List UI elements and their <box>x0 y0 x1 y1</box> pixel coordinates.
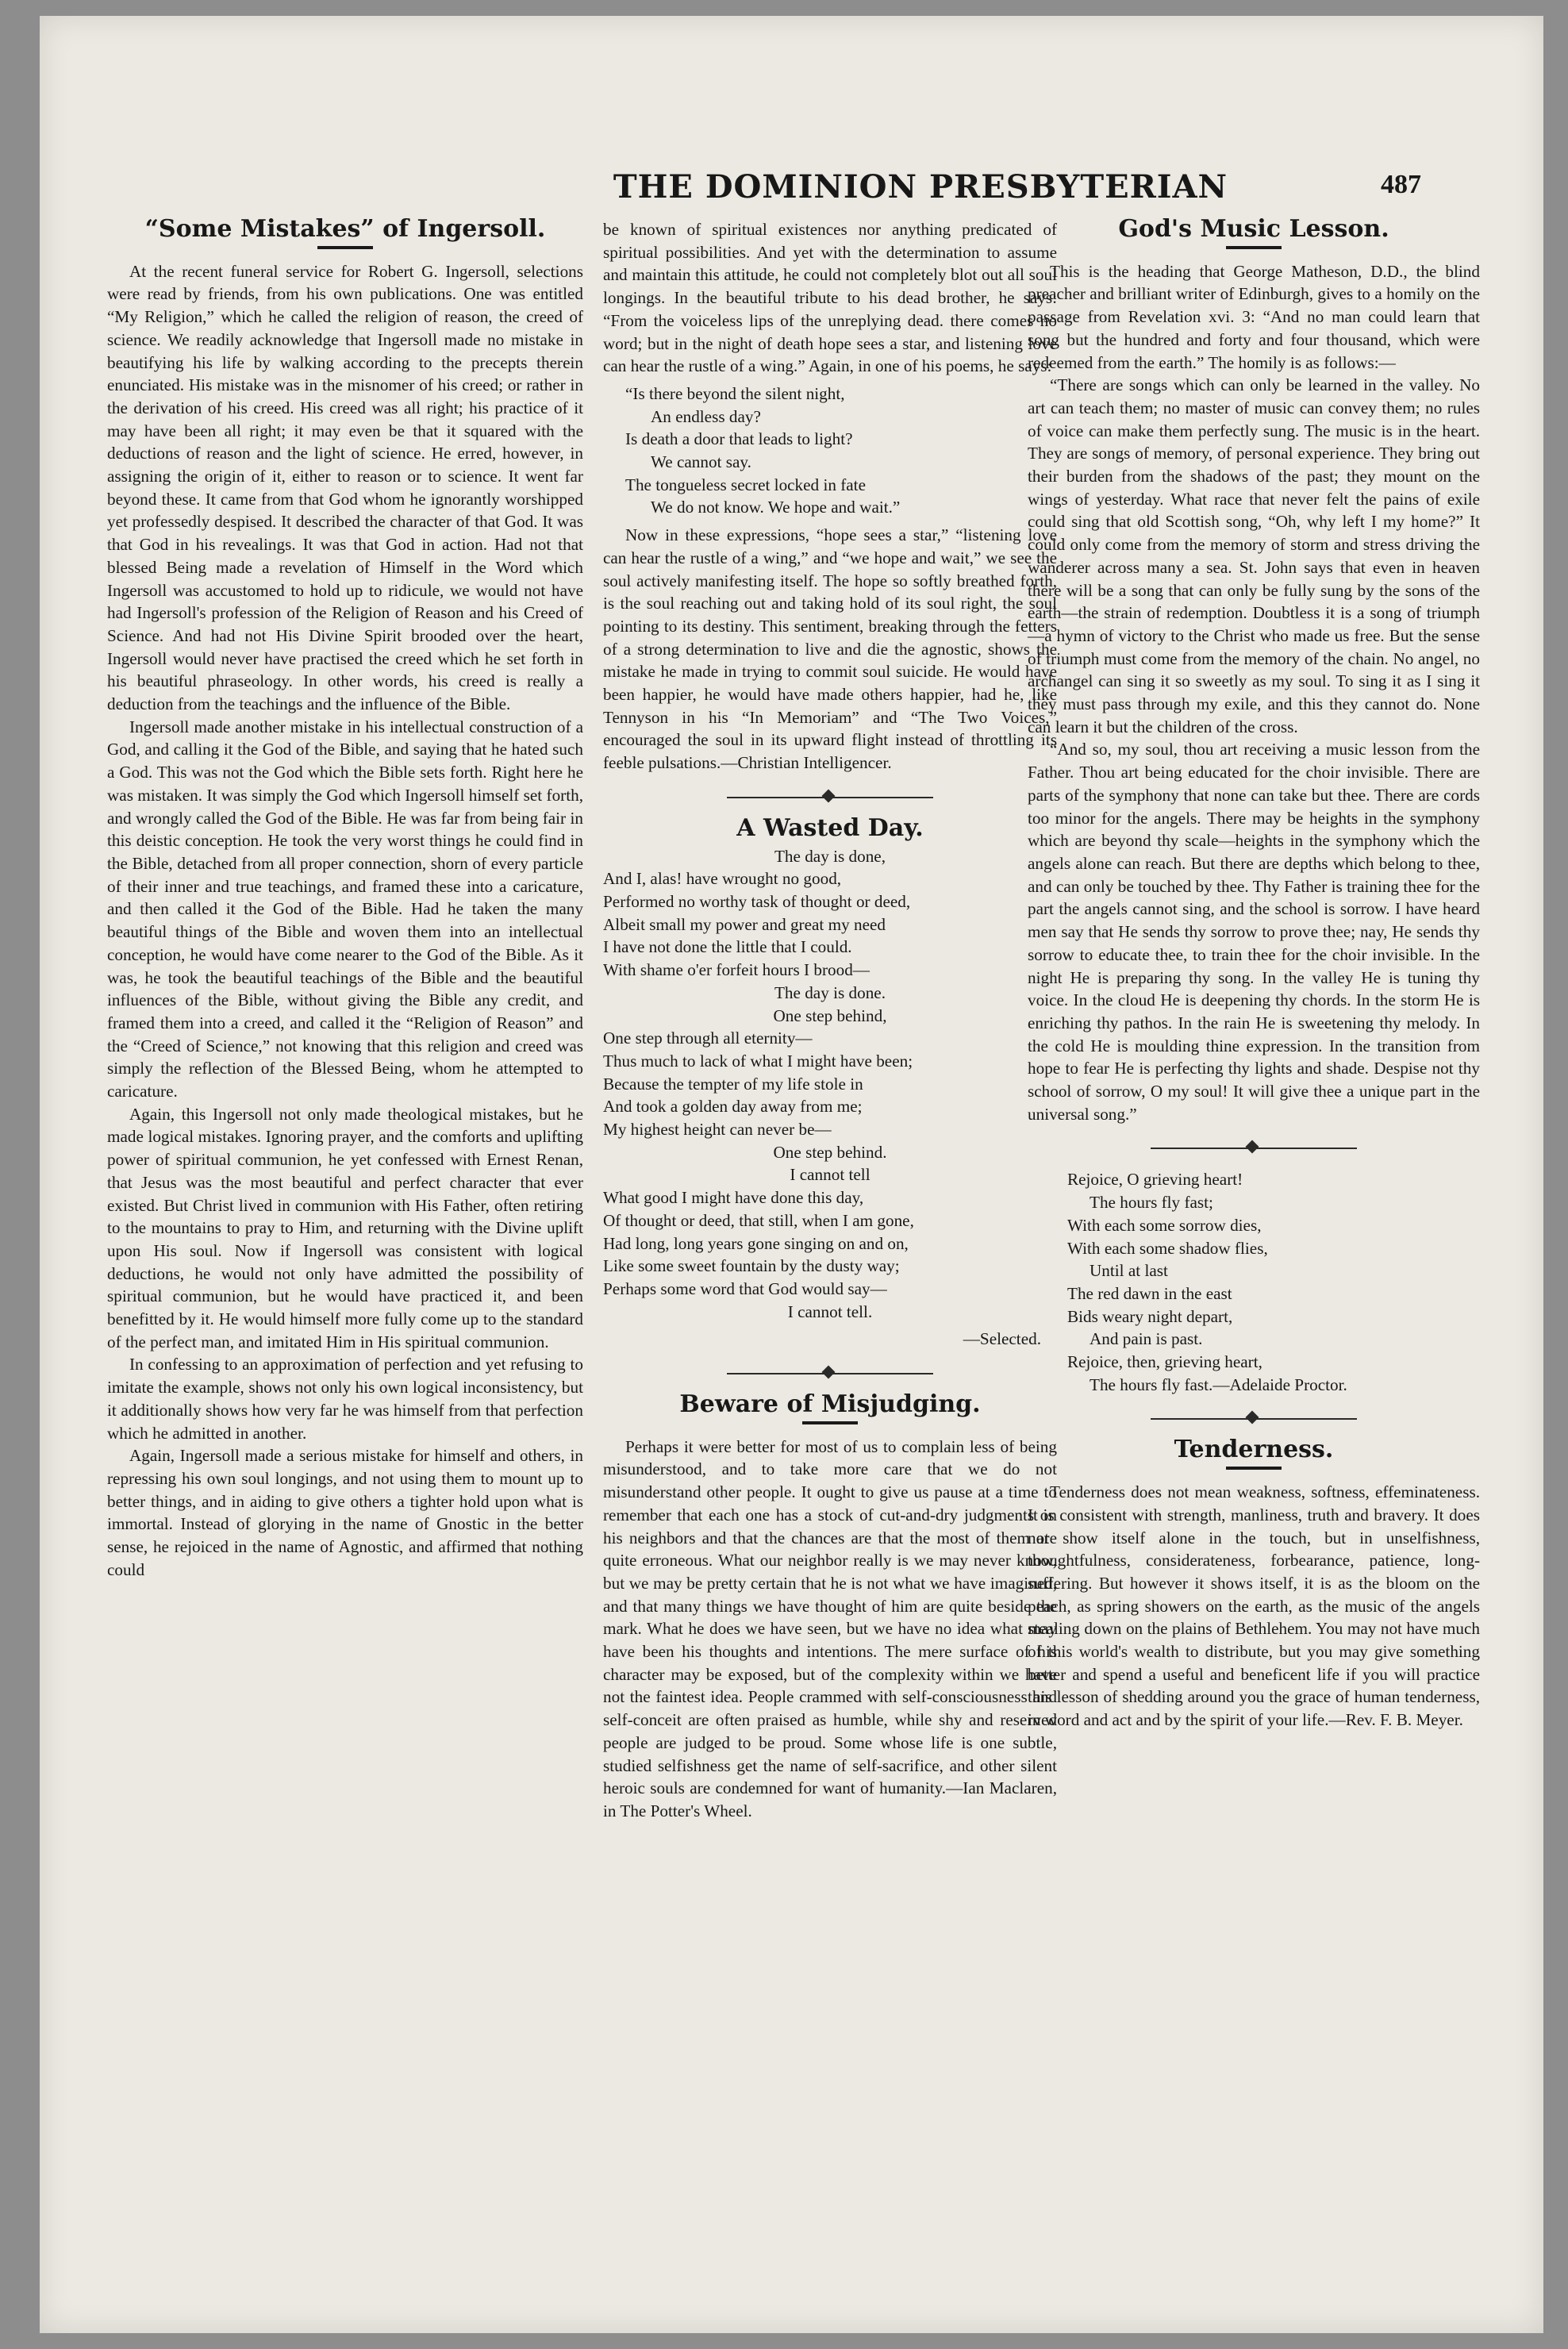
page-header <box>40 159 1543 214</box>
article-title-ingersoll: “Some Mistakes” of Ingersoll. <box>144 215 546 243</box>
title-rule <box>1226 246 1282 249</box>
poem-line: The tongueless secret locked in fate <box>625 475 866 494</box>
paragraph: Again, Ingersoll made a serious mistake for himself and others, in repressing his own soul longings, and not using them to mount up to better things, and in aiding to give others a tighter hold upon what is immortal. Instead of glorying in the name of Gnostic in the better sense, he rejoiced in the name of Agnostic, and affirmed that nothing could <box>107 1446 583 1579</box>
column-1 <box>107 215 583 1581</box>
poem-line: “Is there beyond the silent night, <box>625 383 845 403</box>
poem-line: One step through all eternity— <box>603 1028 813 1048</box>
poem-line: Rejoice, then, grieving heart, <box>1067 1352 1262 1372</box>
column-3 <box>1028 215 1480 1732</box>
column-2 <box>603 218 1057 1823</box>
poem-line: I cannot tell. <box>787 1301 873 1321</box>
article-title-tenderness: Tenderness. <box>1174 1436 1334 1464</box>
poem-line: The day is done. <box>774 982 886 1002</box>
ingersoll-poem <box>603 383 1057 519</box>
masthead: THE DOMINION PRESBYTERIAN <box>613 168 1228 206</box>
paragraph: In confessing to an approximation of perfection and yet refusing to imitate the example, shows not only his own logical inconsistency, but it additionally shows how very far he was himself from that perfection which he admitted in another. <box>107 1355 583 1443</box>
poem-line: Because the tempter of my life stole in <box>603 1074 863 1094</box>
paragraph: “There are songs which can only be learned in the valley. No art can teach them; no master of music can convey them; no rules of voice can make them perfectly sung. The music is in the heart. They are songs of memory, of personal experience. They bring out their burden from the shadows of the past; they mount on the wings of yesterday. What race that never felt the pains of exile could sing that old Scottish song, “Oh, why left I my home?” It could only come from the memory of storm and stress driving the wanderer across many a sea. St. John says that even in heaven there will be a song that can only be fully sung by the sons of the earth—the strain of redemption. Doubtless it is a song of triumph—a hymn of victory to the Christ who made us free. But the sense of triumph must come from the memory of the chain. No angel, no archangel can sing it so sweetly as my soul. To sing it as I sing it they must pass through my exile, and this they cannot do. None can learn it but the children of the cross. <box>1028 375 1480 736</box>
paragraph: Again, this Ingersoll not only made theological mistakes, but he made logical mistakes. Ignoring prayer, and the comforts and uplifting power of spiritual communion, he yet confessed with Ernest Renan, that Jesus was the most beautiful and perfect character that ever existed. But Christ lived in communion with His Father, often retiring to the mountains to pray to Him, and returning with the Divine uplift upon His soul. Now if Ingersoll was consistent with logical deductions, he would not only have admitted the possibility of spiritual communion, but he would have practiced it, and been benefitted by it. He would himself more fully come up to the standard of the perfect man, and imitated Him in His spiritual communion. <box>107 1104 583 1351</box>
section-divider <box>727 1365 933 1382</box>
poem-line: Is death a door that leads to light? <box>625 429 853 449</box>
poem-line: I have not done the little that I could. <box>603 937 852 957</box>
poem-line: The day is done, <box>774 846 886 866</box>
section-divider <box>727 789 933 806</box>
poem-line: An endless day? <box>651 406 761 426</box>
paragraph: At the recent funeral service for Robert G. Ingersoll, selections were read by friends, from his own publications. One was entitled “My Religion,” which he called the religion of reason, the creed of science. We readily acknowledge that Ingersoll made no mistake in beautifying his life by walking according to the precepts therein enunciated. His mistake was in the misnomer of his creed; or rather in the derivation of his creed. His creed was all right; his practice of it may have been all right; it may even be that it squared with the deductions of reason and the light of science. He erred, however, in assigning the origin of it, either to reason or to science. It went far beyond these. It came from that God whom he ignorantly worshipped yet professedly despised. It described the character of that God. It was that God in his revealings. It was that God in action. Had not that blessed Being made a revelation of Himself in the Word which Ingersoll was accustomed to hold up to ridicule, we would not have had Ingersoll's profession of the Religion of Reason and his Creed of Science. And had not His Divine Spirit brooded over the heart, Ingersoll would never have practised the creed which he set forth in his beautiful phraseology. In other words, his creed is really a deduction from the teachings and the influence of the Bible. <box>107 261 583 714</box>
section-divider <box>1151 1410 1357 1428</box>
poem-line: Perhaps some word that God would say— <box>603 1278 887 1298</box>
page-number: 487 <box>1381 170 1421 199</box>
paragraph: Now in these expressions, “hope sees a star,” “listening love can hear the rustle of a wing,” and “we hope and wait,” we see the soul actively manifesting itself. The hope so softly breathed forth, is the soul reaching out and taking hold of its soul right, the soul pointing to its destiny. This sentiment, breaking through the fetters of a strong determination to live and die the agnostic, shows the mistake he made in trying to commit soul suicide. He would have been happier, he would have made others happier, had he, like Tennyson in his “In Memoriam” and “The Two Voices,” encouraged the soul in its upward flight instead of throttling its feeble pulsations.—Christian Intelligencer. <box>603 525 1057 773</box>
poem-line: One step behind. <box>773 1142 887 1162</box>
poem-line: With shame o'er forfeit hours I brood— <box>603 960 870 980</box>
article-title-music-lesson: God's Music Lesson. <box>1118 215 1389 243</box>
poem-line: Bids weary night depart, <box>1067 1306 1233 1326</box>
poem-line: Had long, long years gone singing on and on, <box>603 1233 909 1253</box>
poem-line: Like some sweet fountain by the dusty way; <box>603 1256 900 1276</box>
poem-line: What good I might have done this day, <box>603 1188 864 1208</box>
poem-signature: —Selected. <box>963 1329 1041 1349</box>
paragraph: “And so, my soul, thou art receiving a music lesson from the Father. Thou art being educated for the choir invisible. There are parts of the symphony that none can take but thee. There are cords too minor for the angels. There may be heights in the symphony which are beyond thy scale—heights in the symphony which the angels alone can reach. But there are depths which belong to thee, and can only be touched by thee. Thy Father is training thee for the part the angels cannot sing, and the school is sorrow. I have heard men say that He sends thy sorrow to prove thee; nay, He sends thy sorrow to educate thee, to train thee for the choir invisible. In the night He is preparing thy song. In the valley He is tuning thy voice. In the cloud He is deepening thy chords. In the storm He is enriching thy pathos. In the rain He is sweetening thy melody. In the cold He is moulding thine expression. In the transition from hope to fear He is perfecting thy lights and shade. Despise not thy school of sorrow, O my soul! It will give thee a unique part in the universal song.” <box>1028 740 1480 1124</box>
poem-line: My highest height can never be— <box>603 1120 832 1140</box>
poem-line: Of thought or deed, that still, when I am gone, <box>603 1210 914 1230</box>
poem-line: Rejoice, O grieving heart! <box>1067 1170 1243 1190</box>
title-rule <box>802 1421 858 1424</box>
paragraph-continued: be known of spiritual existences nor anything predicated of spiritual possibilities. And yet with the determination to assume and maintain this attitude, he could not completely blot out all soul longings. In the beautiful tribute to his dead brother, he says: “From the voiceless lips of the unreplying dead. there comes no word; but in the night of death hope sees a star, and listening love can hear the rustle of a wing.” Again, in one of his poems, he says: <box>603 220 1057 376</box>
paragraph: Ingersoll made another mistake in his intellectual construction of a God, and calling it the God of the Bible, and saying that he hated such a God. This was not the God which the Bible sets forth. Right here he was mistaken. It was simply the God which Ingersoll himself set forth, and wrongly called the God of the Bible. He was far from being fair in this deistic conception. He took the very worst things he could find in the Bible, detached from all proper connection, shorn of every particle of their inner and true teachings, and framed these into a caricature, and then called it the God of the Bible. Had he taken the many beautiful things of the Bible and woven them into an intellectual conception, he would have come nearer to the God of the Bible. As it was, he took the beautiful teachings of the Bible and the beautiful influences of the Bible, without giving the Bible any credit, and framed them into a creed, and called it the “Religion of Reason” and the “Creed of Science,” not knowing that this religion and creed was simply the reflection of the Blessed Being, whom he attempted to caricature. <box>107 717 583 1101</box>
poem-line: I cannot tell <box>790 1165 870 1185</box>
wasted-day-poem <box>603 845 1057 1324</box>
poem-line: The hours fly fast.—Adelaide Proctor. <box>1090 1374 1347 1394</box>
paragraph: Tenderness does not mean weakness, softness, effeminateness. It is consistent with strength, manliness, truth and bravery. It does not show itself alone in the touch, but in unselfishness, thoughtfulness, considerateness, forbearance, patience, long-suffering. But however it shows itself, it is as the bloom on the peach, as spring showers on the earth, as the music of the angels stealing down on the plains of Bethlehem. You may not have much of this world's wealth to distribute, but you may give something better and spend a useful and beneficent life if you will practice this lesson of shedding around you the grace of human tenderness, in word and act and by the spirit of your life.—Rev. F. B. Meyer. <box>1028 1482 1480 1730</box>
section-divider <box>1151 1140 1357 1157</box>
poem-line: And I, alas! have wrought no good, <box>603 869 842 889</box>
poem-line: Thus much to lack of what I might have been; <box>603 1051 913 1071</box>
rejoice-poem <box>1028 1168 1480 1396</box>
poem-line: The red dawn in the east <box>1067 1283 1232 1303</box>
poem-line: Albeit small my power and great my need <box>603 914 886 934</box>
title-rule <box>1226 1467 1282 1470</box>
newspaper-page <box>40 16 1543 2333</box>
paragraph: This is the heading that George Matheson, D.D., the blind preacher and brilliant writer of Edinburgh, gives to a homily on the passage from Revelation xvi. 3: “And no man could learn that song but the hundred and forty and four thousand, which were redeemed from the earth.” The homily is as follows:— <box>1028 261 1480 372</box>
article-title-misjudging: Beware of Misjudging. <box>679 1390 981 1419</box>
poem-line: The hours fly fast; <box>1090 1193 1213 1213</box>
poem-line: With each some sorrow dies, <box>1067 1215 1262 1235</box>
poem-line: Until at last <box>1090 1261 1168 1281</box>
paragraph: Perhaps it were better for most of us to complain less of being misunderstood, and to take more care that we do not misunderstand other people. It ought to give us pause at a time to remember that each one has a stock of cut-and-dry judgments on his neighbors and that the chances are that the most of them are quite erroneous. What our neighbor really is we may never know, but we may be pretty certain that he is not what we have imagined, and that many things we have thought of him are quite beside the mark. What he does we have seen, but we have no idea what may have been his thoughts and intentions. The mere surface of his character may be exposed, but of the complexity within we have not the faintest idea. People crammed with self-consciousness and self-conceit are often praised as humble, while shy and reserved people are judged to be proud. Some whose life is one subtle, studied selfishness get the name of self-sacrifice, and other silent heroic souls are condemned for want of humanity.—Ian Maclaren, in The Potter's Wheel. <box>603 1436 1057 1820</box>
poem-line: With each some shadow flies, <box>1067 1238 1268 1258</box>
article-title-wasted-day: A Wasted Day. <box>736 813 924 842</box>
poem-line: We do not know. We hope and wait.” <box>651 498 901 517</box>
poem-line: Performed no worthy task of thought or deed, <box>603 891 911 911</box>
title-rule <box>317 246 373 249</box>
poem-line: One step behind, <box>773 1005 887 1025</box>
poem-line: We cannot say. <box>651 452 751 472</box>
poem-line: And pain is past. <box>1090 1329 1203 1349</box>
poem-line: And took a golden day away from me; <box>603 1097 863 1117</box>
